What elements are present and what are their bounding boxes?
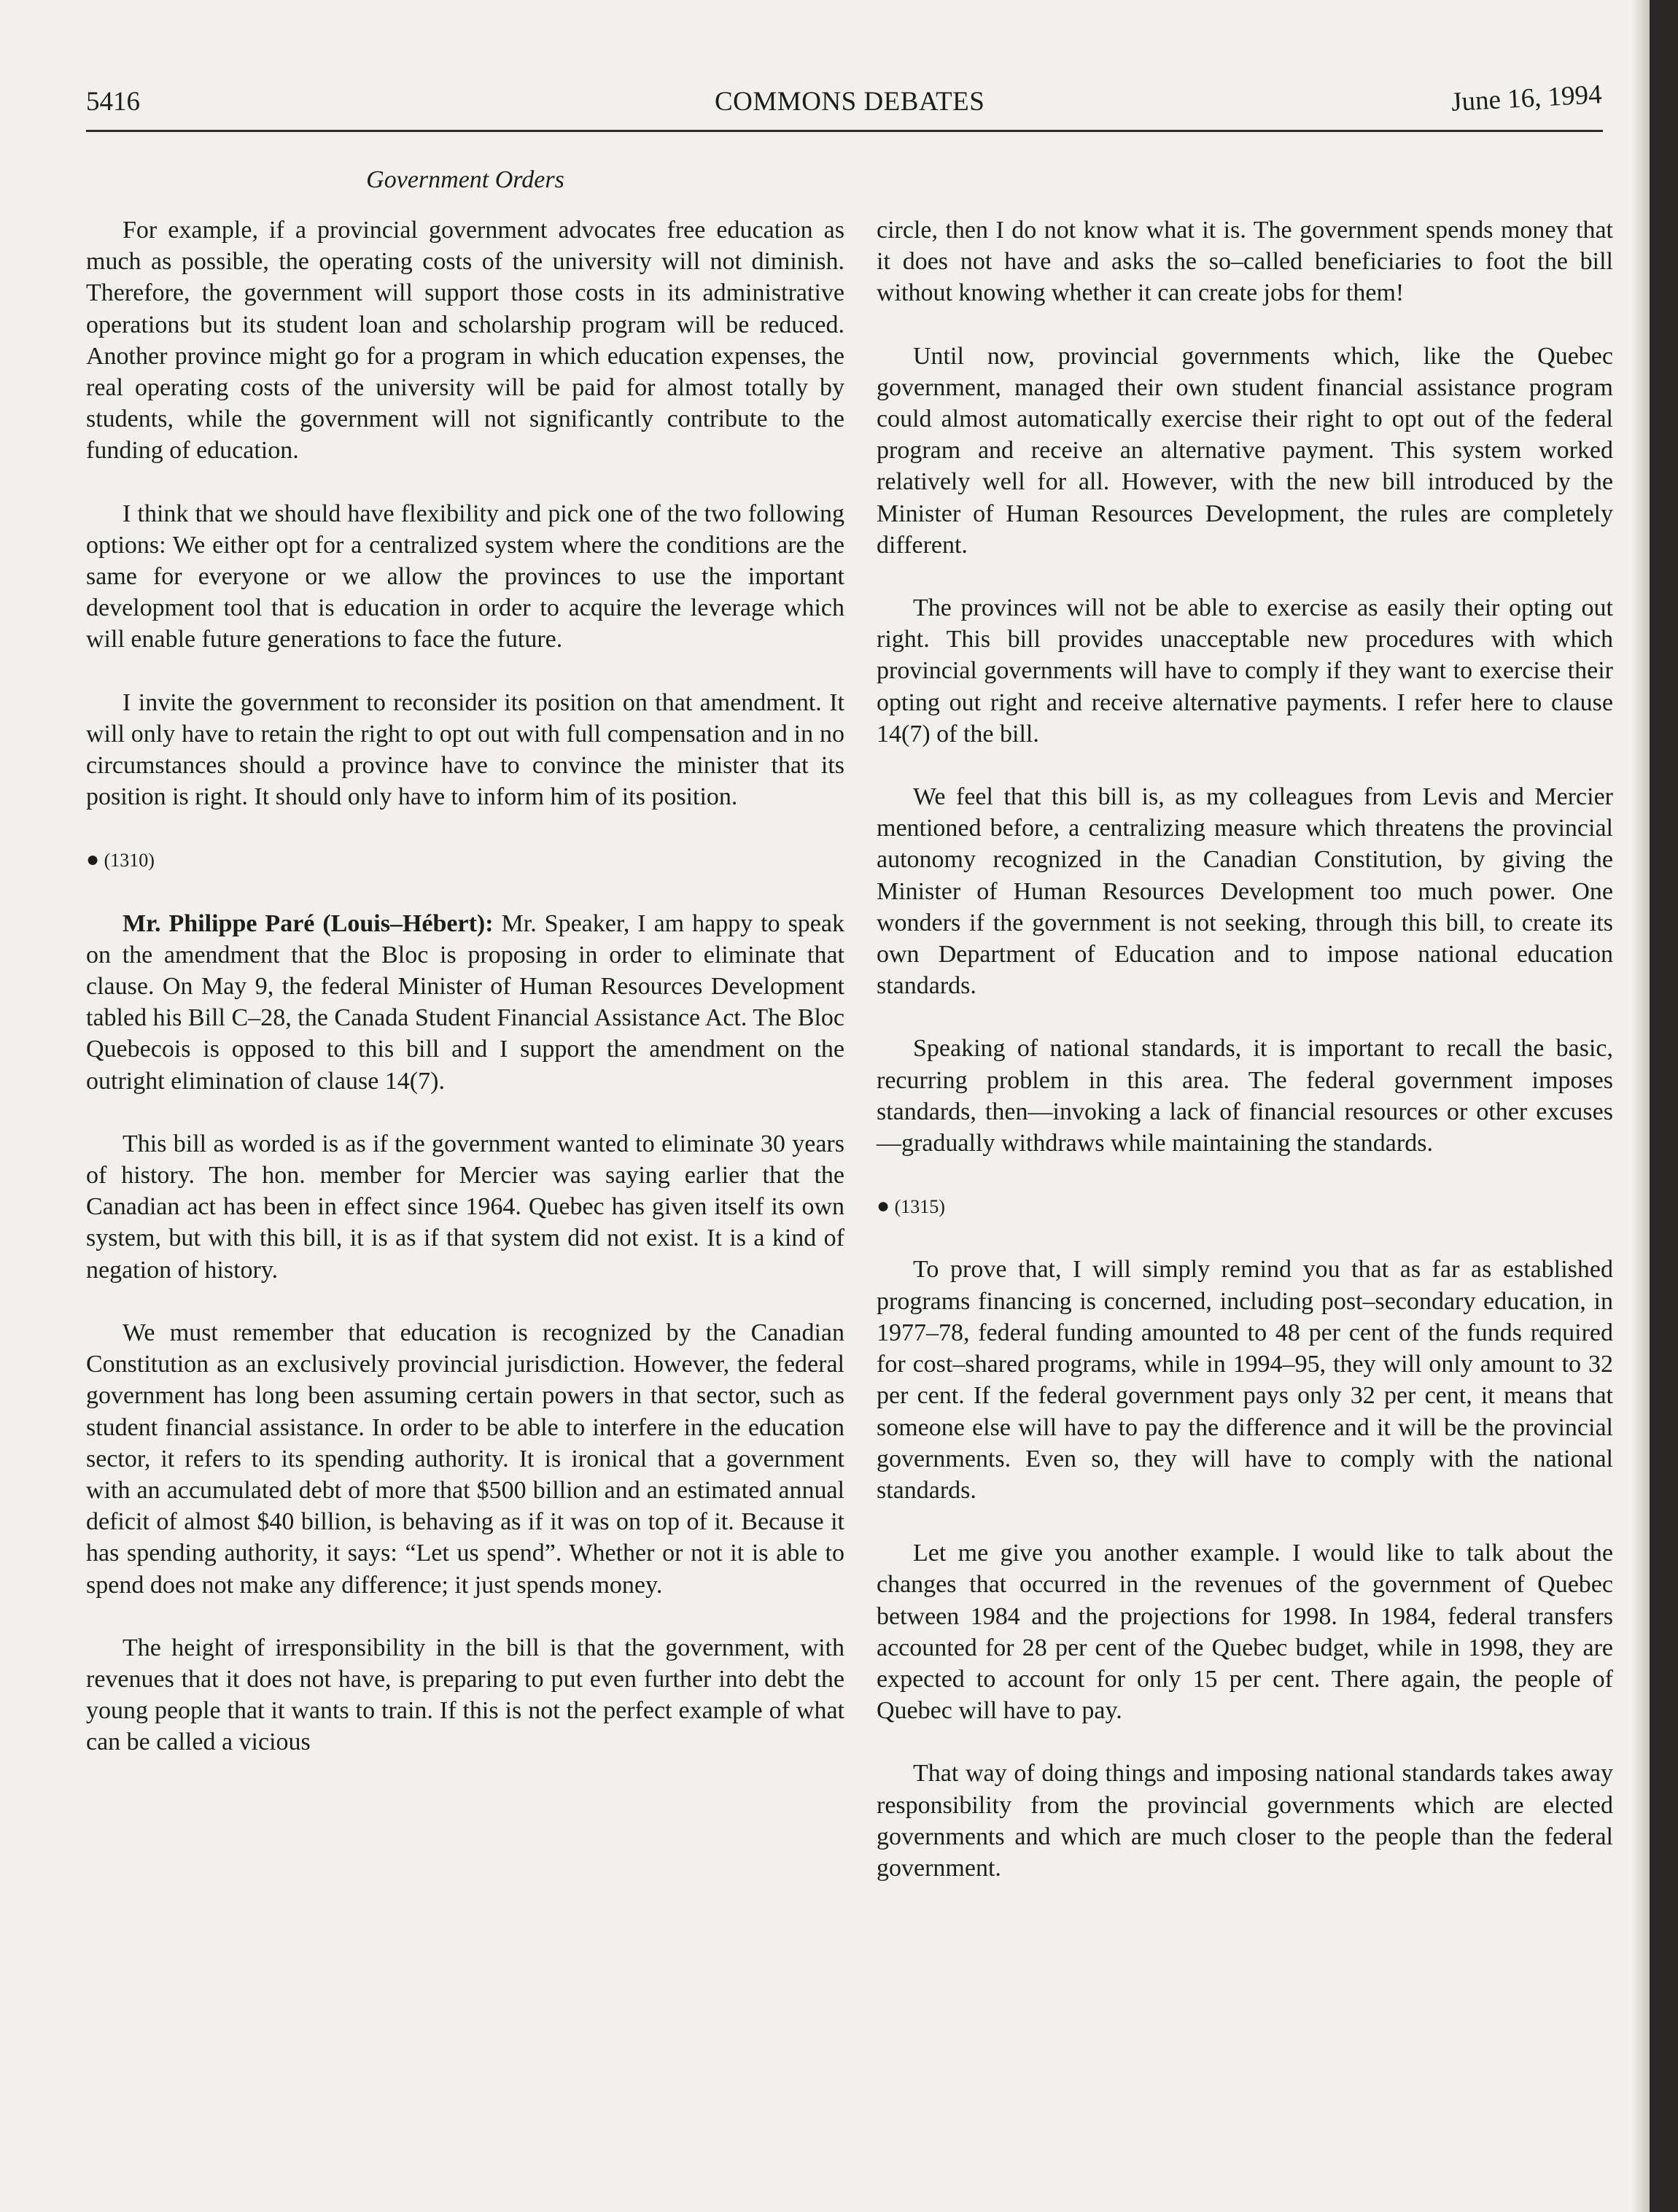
paragraph: We must remember that education is recognized by the Canadian Constitution as an exclusively provincial jurisdiction. However, the federal government has long been assuming certain powers in that sector, such as student financial assistance. In order to be able to interfere in the education sector, it refers to its spending authority. It is ironical that a government with an accumulated debt of more that $500 billion and an estimated annual deficit of almost $40 billion, is behaving as if it was on top of it. Because it has spending authority, it says: “Let us spend”. Whether or not it is able to spend does not make any difference; it just spends money. — [86, 1319, 844, 1599]
bullet-icon: ● — [877, 1194, 890, 1219]
paragraph: Until now, provincial governments which, like the Quebec government, managed their own student financial assistance program could almost automatically exercise their right to opt out of the federal program and receive an alternative payment. This system worked relatively well for all. However, with the new bill introduced by the Minister of Human Resources Development, the rules are completely different. — [877, 342, 1613, 559]
paragraph: circle, then I do not know what it is. The government spends money that it does not have and asks the so–called beneficiaries to foot the bill without knowing whether it can create jobs for them! — [877, 217, 1613, 307]
header-rule — [86, 130, 1603, 132]
paragraph: The provinces will not be able to exercise as easily their opting out right. This bill provides unacceptable new procedures with which provincial governments will have to comply if they want to exercise their opting out right and receive alternative payments. I refer here to clause 14(7) of the bill. — [877, 594, 1613, 748]
paragraph: Let me give you another example. I would like to talk about the changes that occurred in the revenues of the government of Quebec between 1984 and the projections for 1998. In 1984, federal transfers accounted for 28 per cent of the Quebec budget, while in 1998, they are expected to account for only 15 per cent. There again, the people of Quebec will have to pay. — [877, 1540, 1613, 1725]
header-date: June 16, 1994 — [1450, 79, 1603, 117]
paragraph: The height of irresponsibility in the bill is that the government, with revenues that it does not have, is preparing to put even further into debt the young people that it wants to train. If this is not the perfect example of what can be called a vicious — [86, 1634, 844, 1756]
running-head: COMMONS DEBATES — [715, 87, 985, 117]
time-marker-label: (1310) — [104, 850, 155, 872]
paragraph: We feel that this bill is, as my colleagues from Levis and Mercier mentioned before, a centralizing measure which threatens the provincial autonomy recognized in the Canadian Constitution, by giving the Minister of Human Resources Development too much power. One wonders if the government is not seeking, through this bill, to create its own Department of Education and to impose national education standards. — [877, 783, 1613, 1000]
left-column — [86, 214, 844, 1790]
page-edge-shadow — [1632, 0, 1650, 2212]
paragraph: Speaking of national standards, it is important to recall the basic, recurring problem in this area. The federal government imposes standards, then—invoking a lack of financial resources or other excuses—gradually withdraws while maintaining the standards. — [877, 1035, 1613, 1157]
paragraph: For example, if a provincial government advocates free education as much as possible, the operating costs of the university will not diminish. Therefore, the government will support those costs in its administrative operations but its student loan and scholarship program will be reduced. Another province might go for a program in which education expenses, the real operating costs of the university will be paid for almost totally by students, while the government will not significantly contribute to the funding of education. — [86, 217, 844, 465]
section-title: Government Orders — [366, 166, 564, 193]
speaker-name: Mr. Philippe Paré (Louis–Hébert): — [123, 909, 494, 937]
paragraph: This bill as worded is as if the government wanted to eliminate 30 years of history. The hon. member for Mercier was saying earlier that the Canadian act has been in effect since 1964. Quebec has given itself its own system, but with this bill, it is as if that system did not exist. It is a kind of negation of history. — [86, 1130, 844, 1284]
paragraph: I invite the government to reconsider its position on that amendment. It will only have to retain the right to opt out with full compensation and in no circumstances should a province have to convince the minister that its position is right. It should only have to inform him of its position. — [86, 688, 844, 811]
speaker-paragraph — [86, 908, 844, 1097]
time-marker-label: (1315) — [894, 1196, 945, 1218]
speech-text: Mr. Speaker, I am happy to speak on the amendment that the Bloc is proposing in order to eliminate that clause. On May 9, the federal Minister of Human Resources Development tabled his Bill C–28, the Canada Student Financial Assistance Act. The Bloc Quebecois is opposed to this bill and I support the amendment on the outright elimination of clause 14(7). — [86, 909, 844, 1095]
book-spine — [1650, 0, 1678, 2212]
right-column — [877, 214, 1613, 1915]
paragraph: That way of doing things and imposing national standards takes away responsibility from the provincial governments which are elected governments and which are much closer to the people than the federal government. — [877, 1760, 1613, 1882]
time-marker — [877, 1190, 1613, 1222]
page-header — [86, 79, 1603, 130]
time-marker — [86, 844, 844, 876]
page-number: 5416 — [86, 87, 140, 117]
bullet-icon: ● — [86, 847, 100, 872]
paragraph: To prove that, I will simply remind you that as far as established programs financing is concerned, including post–secondary education, in 1977–78, federal funding amounted to 48 per cent of the funds required for cost–shared programs, while in 1994–95, they will only amount to 32 per cent. If the federal government pays only 32 per cent, it means that someone else will have to pay the difference and it will be the provincial governments. Even so, they will have to comply with the national standards. — [877, 1256, 1613, 1504]
paragraph: I think that we should have flexibility and pick one of the two following options: We either opt for a centralized system where the conditions are the same for everyone or we allow the provinces to use the important development tool that is education in order to acquire the leverage which will enable future generations to face the future. — [86, 500, 844, 653]
